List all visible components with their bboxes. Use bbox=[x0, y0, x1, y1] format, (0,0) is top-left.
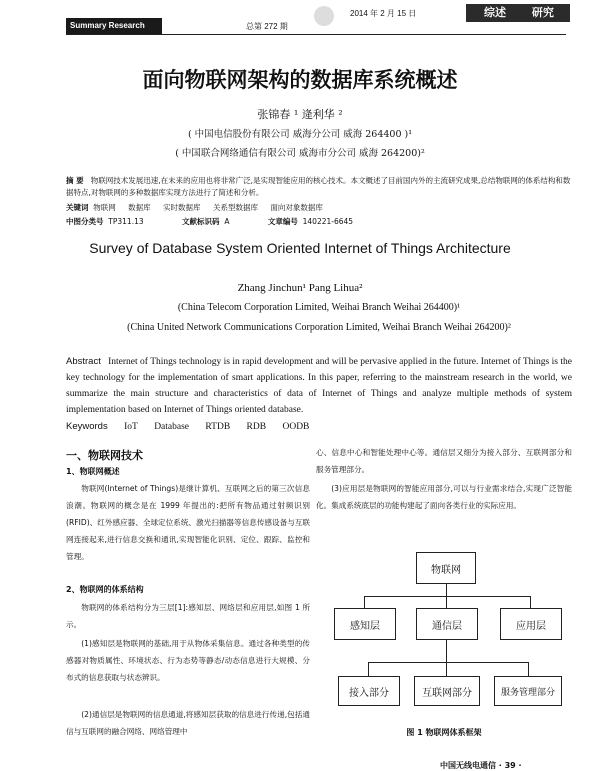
keyword-cn: 关系型数据库 bbox=[212, 203, 258, 212]
diagram-node-application-layer: 应用层 bbox=[500, 608, 562, 640]
authors-chinese: 张锦春 ¹ 逄利华 ² bbox=[257, 108, 343, 121]
affiliation-chinese-1: ( 中国电信股份有限公司 威海分公司 威海 264400 )¹ bbox=[187, 129, 413, 140]
subheading-1-1: 1、物联网概述 bbox=[66, 467, 120, 476]
diagram-node-network-layer: 通信层 bbox=[416, 608, 478, 640]
publication-date: 2014 年 2 月 15 日 bbox=[350, 9, 417, 18]
paragraph-network-layer-cont: 心、信息中心和智能处理中心等。通信层又细分为接入部分、互联网部分和服务管理部分。 bbox=[316, 448, 572, 474]
classification-line bbox=[66, 216, 363, 227]
keyword-en: IoT bbox=[124, 422, 138, 432]
keywords-chinese-label: 关键词 bbox=[66, 203, 89, 212]
doc-code-value: A bbox=[224, 217, 230, 226]
keyword-cn: 数据库 bbox=[128, 203, 151, 212]
diagram-connector bbox=[446, 584, 447, 596]
title-english: Survey of Database System Oriented Internet of Things Architecture bbox=[89, 240, 511, 256]
diagram-connector bbox=[368, 662, 528, 663]
keyword-en: RTDB bbox=[205, 422, 231, 432]
diagram-node-access: 接入部分 bbox=[338, 676, 400, 706]
title-chinese: 面向物联网架构的数据库系统概述 bbox=[142, 68, 458, 92]
paragraph-architecture: 物联网的体系结构分为三层[1]:感知层、网络层和应用层,如图 1 所示。 bbox=[66, 603, 310, 629]
cls-value: TP311.13 bbox=[108, 217, 144, 226]
article-number-value: 140221-6645 bbox=[302, 217, 354, 226]
abstract-english-label: Abstract bbox=[66, 356, 101, 367]
diagram-node-perception-layer: 感知层 bbox=[334, 608, 396, 640]
keyword-cn: 物联网 bbox=[93, 203, 116, 212]
paragraph-iot-overview: 物联网(Internet of Things)是继计算机、互联网之后的第三次信息浪潮。物联网的概念是在 1999 年提出的:把所有物品通过射频识别(RFID)、红外感应器、全球定位系统、激光扫描器等信息传感设备与互联网连接起来,进行信息交换和通讯,实现智能化识别、定位、跟踪、监控和管理。 bbox=[66, 484, 310, 561]
authors-english: Zhang Jinchun¹ Pang Lihua² bbox=[237, 282, 363, 294]
column-label-review: 综述 bbox=[484, 6, 506, 19]
keywords-english-label: Keywords bbox=[66, 421, 108, 432]
header-rule bbox=[66, 34, 566, 35]
section-heading-1: 一、物联网技术 bbox=[66, 449, 143, 462]
article-number-label: 文章编号 bbox=[267, 217, 298, 226]
abstract-english-text: Internet of Things technology is in rapid development and will be pervasive applied in the future. Internet of Things is the key technology for the implementation of smart applications. In this paper, referring to the mainstream research in the world, we summarize the main structure and characteristics of data of Internet of Things and analyze multiple methods of system implementation based on Internet of Things oriented database. bbox=[66, 357, 572, 415]
affiliation-english-1: (China Telecom Corporation Limited, Weihai Branch Weihai 264400)¹ bbox=[177, 302, 461, 313]
affiliation-english-2: (China United Network Communications Corporation Limited, Weihai Branch Weihai 264200)² bbox=[127, 322, 511, 333]
diagram-connector bbox=[446, 662, 447, 676]
diagram-connector bbox=[364, 596, 365, 608]
diagram-connector bbox=[364, 596, 530, 597]
paragraph-application-layer: (3)应用层是物联网的智能应用部分,可以与行业需求结合,实现广泛智能化。集成系统底层的功能构建起了面向各类行业的实际应用。 bbox=[316, 484, 572, 510]
abstract-english bbox=[66, 354, 572, 418]
abstract-chinese-label: 摘 要 bbox=[66, 176, 84, 185]
diagram-node-service-management: 服务管理部分 bbox=[494, 676, 562, 706]
diagram-connector bbox=[528, 662, 529, 676]
column-label-box bbox=[466, 4, 570, 22]
keyword-cn: 实时数据库 bbox=[163, 203, 201, 212]
diagram-node-iot: 物联网 bbox=[416, 552, 476, 584]
keywords-english bbox=[66, 421, 323, 432]
figure-caption: 图 1 物联网体系框架 bbox=[406, 728, 482, 737]
doc-code-label: 文献标识码 bbox=[182, 217, 220, 226]
keyword-cn: 面向对象数据库 bbox=[270, 203, 323, 212]
keywords-chinese bbox=[66, 202, 333, 213]
cls-label: 中图分类号 bbox=[66, 217, 104, 226]
keyword-en: RDB bbox=[246, 422, 267, 432]
page-footer: 中国无线电通信 · 39 · bbox=[440, 761, 522, 770]
paragraph-perception-layer: (1)感知层是物联网的基础,用于从物体采集信息。通过各种类型的传感器对物质属性、环境状态、行为态势等静态/动态信息进行大规模、分布式的信息获取与状态辨识。 bbox=[66, 639, 310, 682]
abstract-chinese-text: 物联网技术发展迅速,在未来的应用也将非常广泛,是实现智能应用的核心技术。本文概述了目前国内外的主流研究成果,总结物联网的体系结构和数据特点,对物联网的多种数据库实现方法进行了简述和分析。 bbox=[66, 176, 571, 197]
abstract-chinese bbox=[66, 175, 572, 199]
summary-research-tag: Summary Research bbox=[66, 18, 162, 34]
diagram-connector bbox=[446, 596, 447, 608]
affiliation-chinese-2: ( 中国联合网络通信有限公司 威海市分公司 威海 264200)² bbox=[175, 148, 425, 159]
keyword-en: OODB bbox=[282, 422, 310, 432]
keyword-en: Database bbox=[154, 422, 190, 432]
subheading-1-2: 2、物联网的体系结构 bbox=[66, 585, 144, 594]
header-circle-decoration bbox=[314, 6, 334, 26]
diagram-connector bbox=[368, 662, 369, 676]
diagram-connector bbox=[530, 596, 531, 608]
paragraph-network-layer: (2)通信层是物联网的信息通道,将感知层获取的信息进行传递,包括通信与互联网的融合网络、网络管理中 bbox=[66, 710, 310, 736]
diagram-node-internet: 互联网部分 bbox=[414, 676, 480, 706]
issue-number: 总第 272 期 bbox=[246, 22, 288, 31]
diagram-connector bbox=[446, 640, 447, 662]
column-label-research: 研究 bbox=[531, 6, 554, 19]
